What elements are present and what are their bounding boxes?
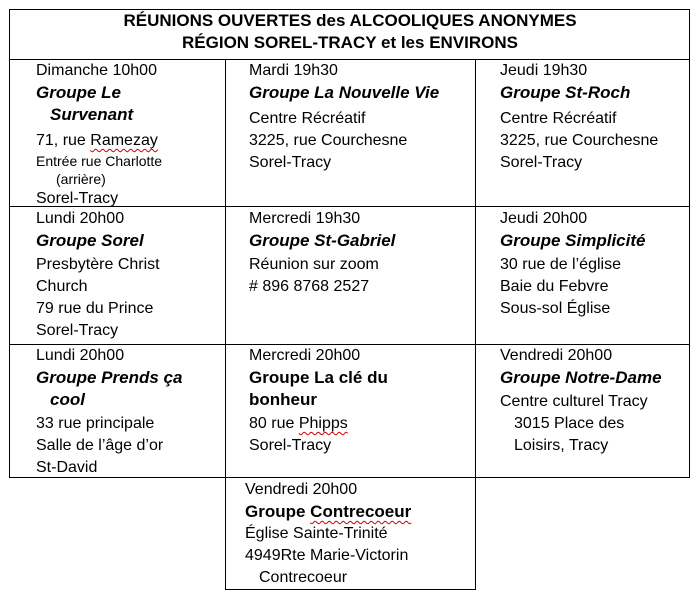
meeting-day: Jeudi 19h30 — [500, 62, 588, 79]
group-name-cont: Survenant — [50, 105, 134, 124]
meeting-address: 30 rue de l’église — [500, 256, 621, 273]
meeting-cell-monday — [36, 208, 160, 342]
meeting-place-cont: St-David — [36, 459, 98, 476]
group-name: Groupe St-Roch — [500, 83, 631, 102]
meeting-city: Baie du Febvre — [500, 278, 609, 295]
group-name-town: Contrecoeur — [310, 502, 412, 521]
meeting-city: Sorel-Tracy — [249, 437, 332, 454]
group-name: Groupe Sorel — [36, 231, 144, 250]
group-name-cont: cool — [50, 390, 85, 409]
group-name: Groupe La clé du — [249, 368, 388, 387]
meeting-place: Centre culturel Tracy — [500, 393, 648, 410]
group-name: Groupe St-Gabriel — [249, 231, 396, 250]
meeting-address: 71, rue Ramezay — [36, 132, 158, 149]
group-name-cont: bonheur — [249, 390, 317, 409]
meeting-place: Presbytère Christ — [36, 256, 160, 273]
group-name: Groupe Prends ça — [36, 368, 183, 387]
meeting-day: Mercredi 20h00 — [249, 347, 361, 364]
meeting-cell-friday-1 — [500, 345, 662, 457]
group-name: Groupe La Nouvelle Vie — [249, 83, 440, 102]
meeting-place: Réunion sur zoom — [249, 256, 379, 273]
meeting-day: Mercredi 19h30 — [249, 210, 361, 227]
address-street: Ramezay — [90, 132, 158, 149]
address-street: Phipps — [298, 415, 348, 432]
group-name: Groupe Contrecoeur — [245, 502, 412, 521]
meeting-place: Sous-sol Église — [500, 300, 611, 317]
meeting-day: Mardi 19h30 — [249, 62, 338, 79]
meeting-cell-tuesday — [249, 60, 439, 174]
border-col2 — [475, 59, 476, 590]
group-name: Groupe Simplicité — [500, 231, 646, 250]
border-col1 — [225, 59, 226, 590]
group-name: Groupe Le — [36, 83, 122, 102]
meeting-address: 33 rue principale — [36, 415, 155, 432]
meeting-place: Centre Récréatif — [249, 110, 366, 127]
meeting-day: Lundi 20h00 — [36, 347, 125, 364]
meeting-city: Sorel-Tracy — [500, 154, 583, 171]
meeting-cell-monday-2 — [36, 345, 182, 479]
meeting-note-cont: (arrière) — [56, 171, 106, 187]
group-name: Groupe Notre-Dame — [500, 368, 662, 387]
meeting-day: Lundi 20h00 — [36, 210, 125, 227]
meeting-address: 3225, rue Courchesne — [249, 132, 408, 149]
page-title — [10, 10, 690, 54]
meeting-cell-friday-2 — [245, 479, 411, 589]
meeting-address: 80 rue Phipps — [249, 415, 348, 432]
meeting-place: Centre Récréatif — [500, 110, 617, 127]
meeting-day: Vendredi 20h00 — [245, 481, 358, 498]
meeting-address-cont: Loisirs, Tracy — [514, 437, 609, 454]
meeting-address: 3015 Place des — [514, 415, 625, 432]
meeting-day: Jeudi 20h00 — [500, 210, 588, 227]
meeting-cell-thursday-1930 — [500, 60, 658, 174]
meeting-cell-wednesday-1930 — [249, 208, 395, 298]
meeting-place-cont: Church — [36, 278, 88, 295]
border-left — [9, 9, 10, 478]
title-line-1: RÉUNIONS OUVERTES des ALCOOLIQUES ANONYMES — [123, 11, 577, 30]
meeting-place: Salle de l’âge d’or — [36, 437, 164, 454]
title-line-2: RÉGION SOREL-TRACY et les ENVIRONS — [182, 33, 518, 52]
meeting-day: Vendredi 20h00 — [500, 347, 613, 364]
meeting-city: Sorel-Tracy — [36, 190, 119, 207]
meeting-city: Contrecoeur — [259, 569, 348, 586]
meeting-city: Sorel-Tracy — [36, 322, 119, 339]
border-right — [689, 9, 690, 478]
meeting-note: Entrée rue Charlotte — [36, 153, 163, 169]
meeting-address: 4949Rte Marie-Victorin — [245, 547, 409, 564]
meeting-address: # 896 8768 2527 — [249, 278, 370, 295]
meeting-address: 79 rue du Prince — [36, 300, 154, 317]
meeting-city: Sorel-Tracy — [249, 154, 332, 171]
meeting-day: Dimanche 10h00 — [36, 62, 157, 79]
meeting-cell-wednesday-2000 — [249, 345, 388, 457]
border-last-bottom — [225, 589, 476, 590]
meeting-cell-sunday — [36, 60, 162, 210]
meeting-place: Église Sainte-Trinité — [245, 525, 388, 542]
meeting-cell-thursday-2000 — [500, 208, 645, 320]
meeting-address: 3225, rue Courchesne — [500, 132, 659, 149]
